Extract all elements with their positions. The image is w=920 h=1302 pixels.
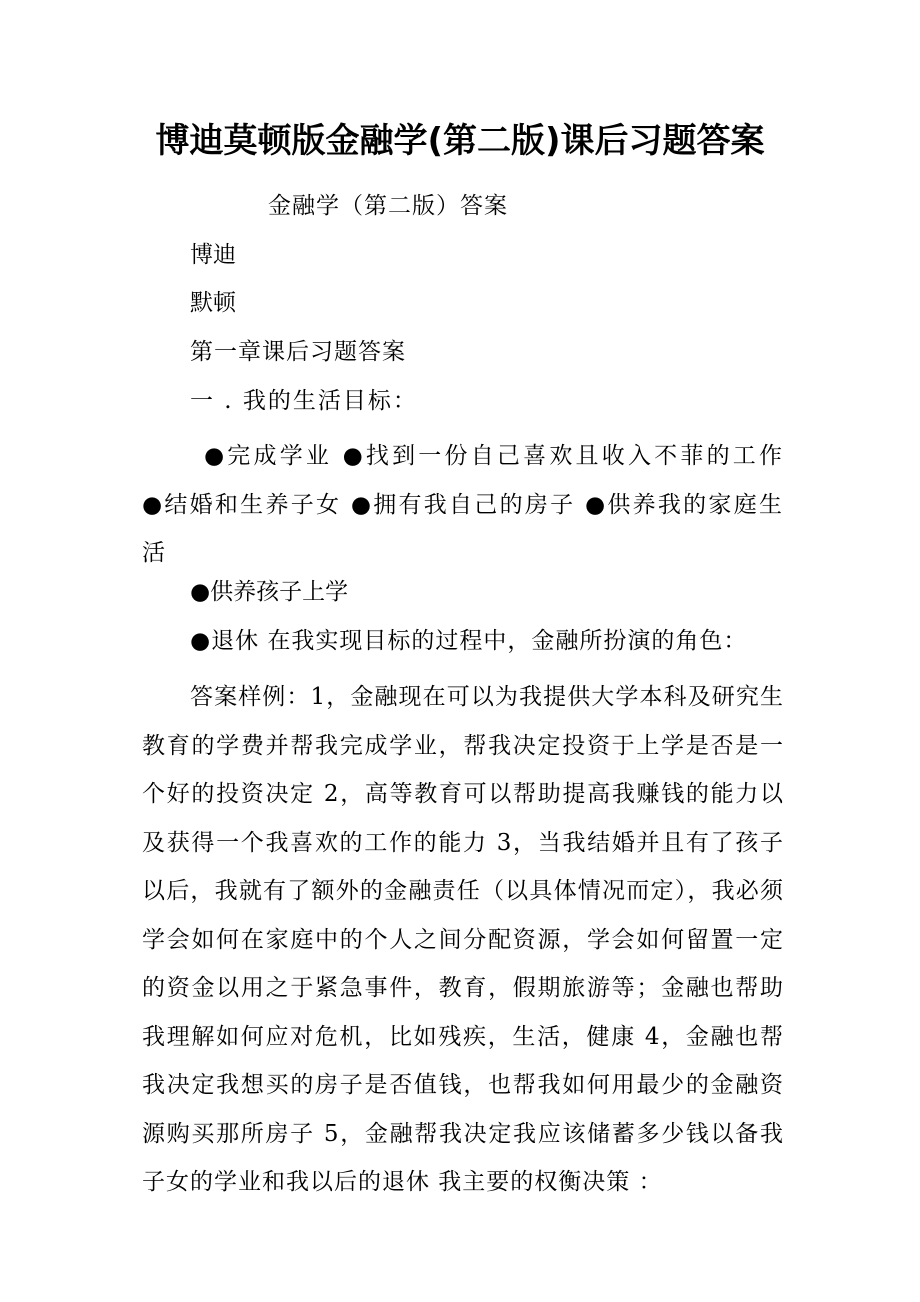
chapter-heading: 第一章课后习题答案: [190, 339, 406, 365]
document-subtitle: 金融学（第二版）答案: [268, 193, 508, 219]
section-heading: 一 . 我的生活目标：: [190, 388, 418, 414]
author-line-1: 博迪: [190, 242, 236, 268]
goal-line-support-children: ●供养孩子上学: [190, 579, 349, 605]
goal-line-retirement: ●退休 在我实现目标的过程中，金融所扮演的角色：: [190, 628, 748, 654]
document-title: 博迪莫顿版金融学(第二版)课后习题答案: [155, 121, 765, 161]
author-line-2: 默顿: [190, 290, 236, 316]
goals-paragraph: ●完成学业 ●找到一份自己喜欢且收入不菲的工作 ●结婚和生养子女 ●拥有我自己的房子 ●供养我的家庭生活: [142, 443, 784, 566]
answer-paragraph: 答案样例：1，金融现在可以为我提供大学本科及研究生教育的学费并帮我完成学业，帮我决定投资于上学是否是一个好的投资决定 2，高等教育可以帮助提高我赚钱的能力以及获得一个我喜欢的工作的能力 3，当我结婚并且有了孩子以后，我就有了额外的金融责任（以具体情况而定），我必须学会如何在家庭中的个人之间分配资源，学会如何留置一定的资金以用之于紧急事件，教育，假期旅游等；金融也帮助我理解如何应对危机，比如残疾，生活，健康 4，金融也帮我决定我想买的房子是否值钱，也帮我如何用最少的金融资源购买那所房子 5，金融帮我决定我应该储蓄多少钱以备我子女的学业和我以后的退休 我主要的权衡决策 ：: [142, 684, 784, 1195]
